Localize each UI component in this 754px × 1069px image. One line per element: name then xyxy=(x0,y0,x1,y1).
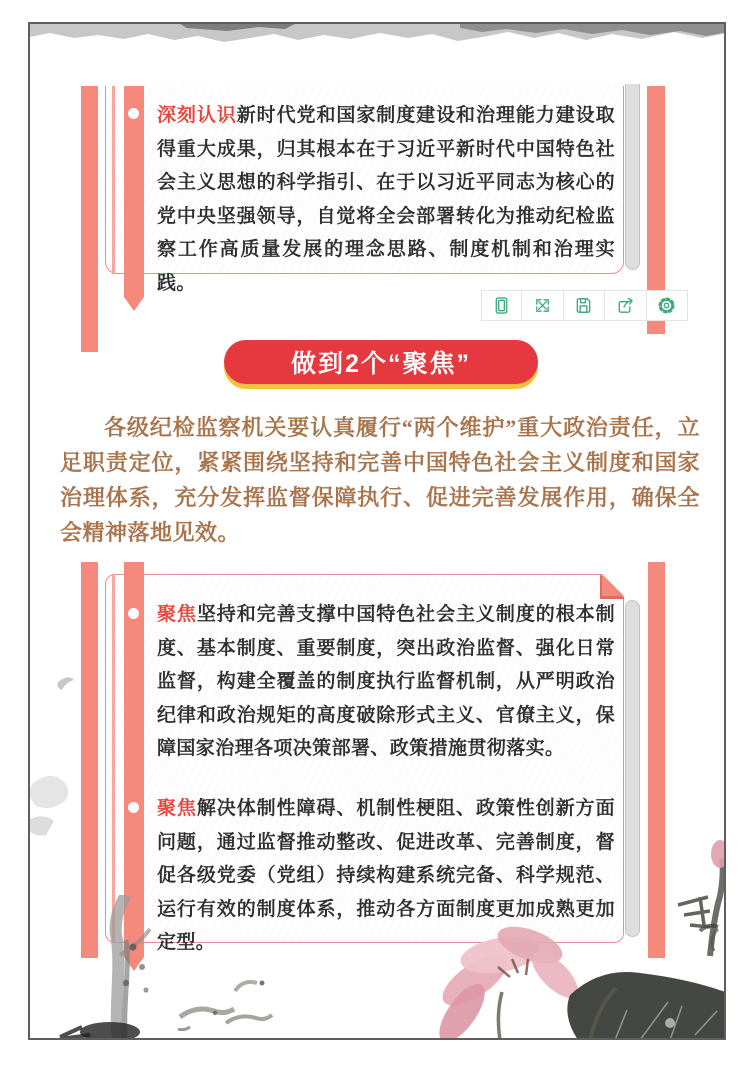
card2-bullet2-text: 聚焦解决体制性障碍、机制性梗阻、政策性创新方面问题，通过监督推动整改、促进改革、完善制度，督促各级党委（党组）持续构建系统完备、科学规范、运行有效的制度体系，推动各方面制度更加成熟更加定型。 xyxy=(157,798,615,953)
intro-paragraph: 各级纪检监察机关要认真履行“两个维护”重大政治责任，立足职责定位，紧紧围绕坚持和完善中国特色社会主义制度和国家治理体系，充分发挥监督保障执行、促进完善发展作用，确保全会精神落地见效。 xyxy=(60,415,700,545)
banner xyxy=(224,340,538,384)
fullscreen-icon[interactable] xyxy=(522,290,563,321)
card2-bullet1-lead: 聚焦 xyxy=(157,604,197,625)
image-viewer-toolbar xyxy=(481,290,688,321)
card2-bullet1-dot xyxy=(128,608,139,619)
card1-gray-edge-bar xyxy=(625,84,640,270)
article-page-frame xyxy=(28,22,726,1040)
section1-left-bar xyxy=(81,86,98,352)
card2-bullet1-text: 聚焦坚持和完善支撑中国特色社会主义制度的根本制度、基本制度、重要制度，突出政治监督、强化日常监督，构建全覆盖的制度执行监督机制，从严明政治纪律和政治规矩的高度破除形式主义、官僚主义，保障国家治理各项决策部署、政策措施贯彻落实。 xyxy=(157,604,615,759)
ink-painting-bottom xyxy=(30,895,726,1040)
card1-bullet-dot xyxy=(128,108,139,119)
reader-mode-icon[interactable] xyxy=(481,290,522,321)
card1-bullet-lead: 深刻认识 xyxy=(157,105,237,126)
banner-label: 做到2个“聚焦” xyxy=(291,350,471,378)
card2-folded-corner xyxy=(602,574,624,596)
card2-inner-strip xyxy=(112,574,115,943)
card1-inner-strip xyxy=(112,86,115,274)
card1-bullet-text: 深刻认识新时代党和国家制度建设和治理能力建设取得重大成果，归其根本在于习近平新时代中国特色社会主义思想的科学指引、在于以习近平同志为核心的党中央坚强领导，自觉将全会部署转化为推动纪检监察工作高质量发展的理念思路、制度机制和治理实践。 xyxy=(157,105,615,294)
save-icon[interactable] xyxy=(564,290,605,321)
card2-bullet2-dot xyxy=(128,802,139,813)
card2-bullet2-lead: 聚焦 xyxy=(157,798,197,819)
torn-paper-edge xyxy=(30,24,726,54)
card1-ribbon xyxy=(124,86,144,311)
share-icon[interactable] xyxy=(605,290,646,321)
card2-gray-edge-bar xyxy=(625,600,640,937)
settings-icon[interactable] xyxy=(647,290,688,321)
